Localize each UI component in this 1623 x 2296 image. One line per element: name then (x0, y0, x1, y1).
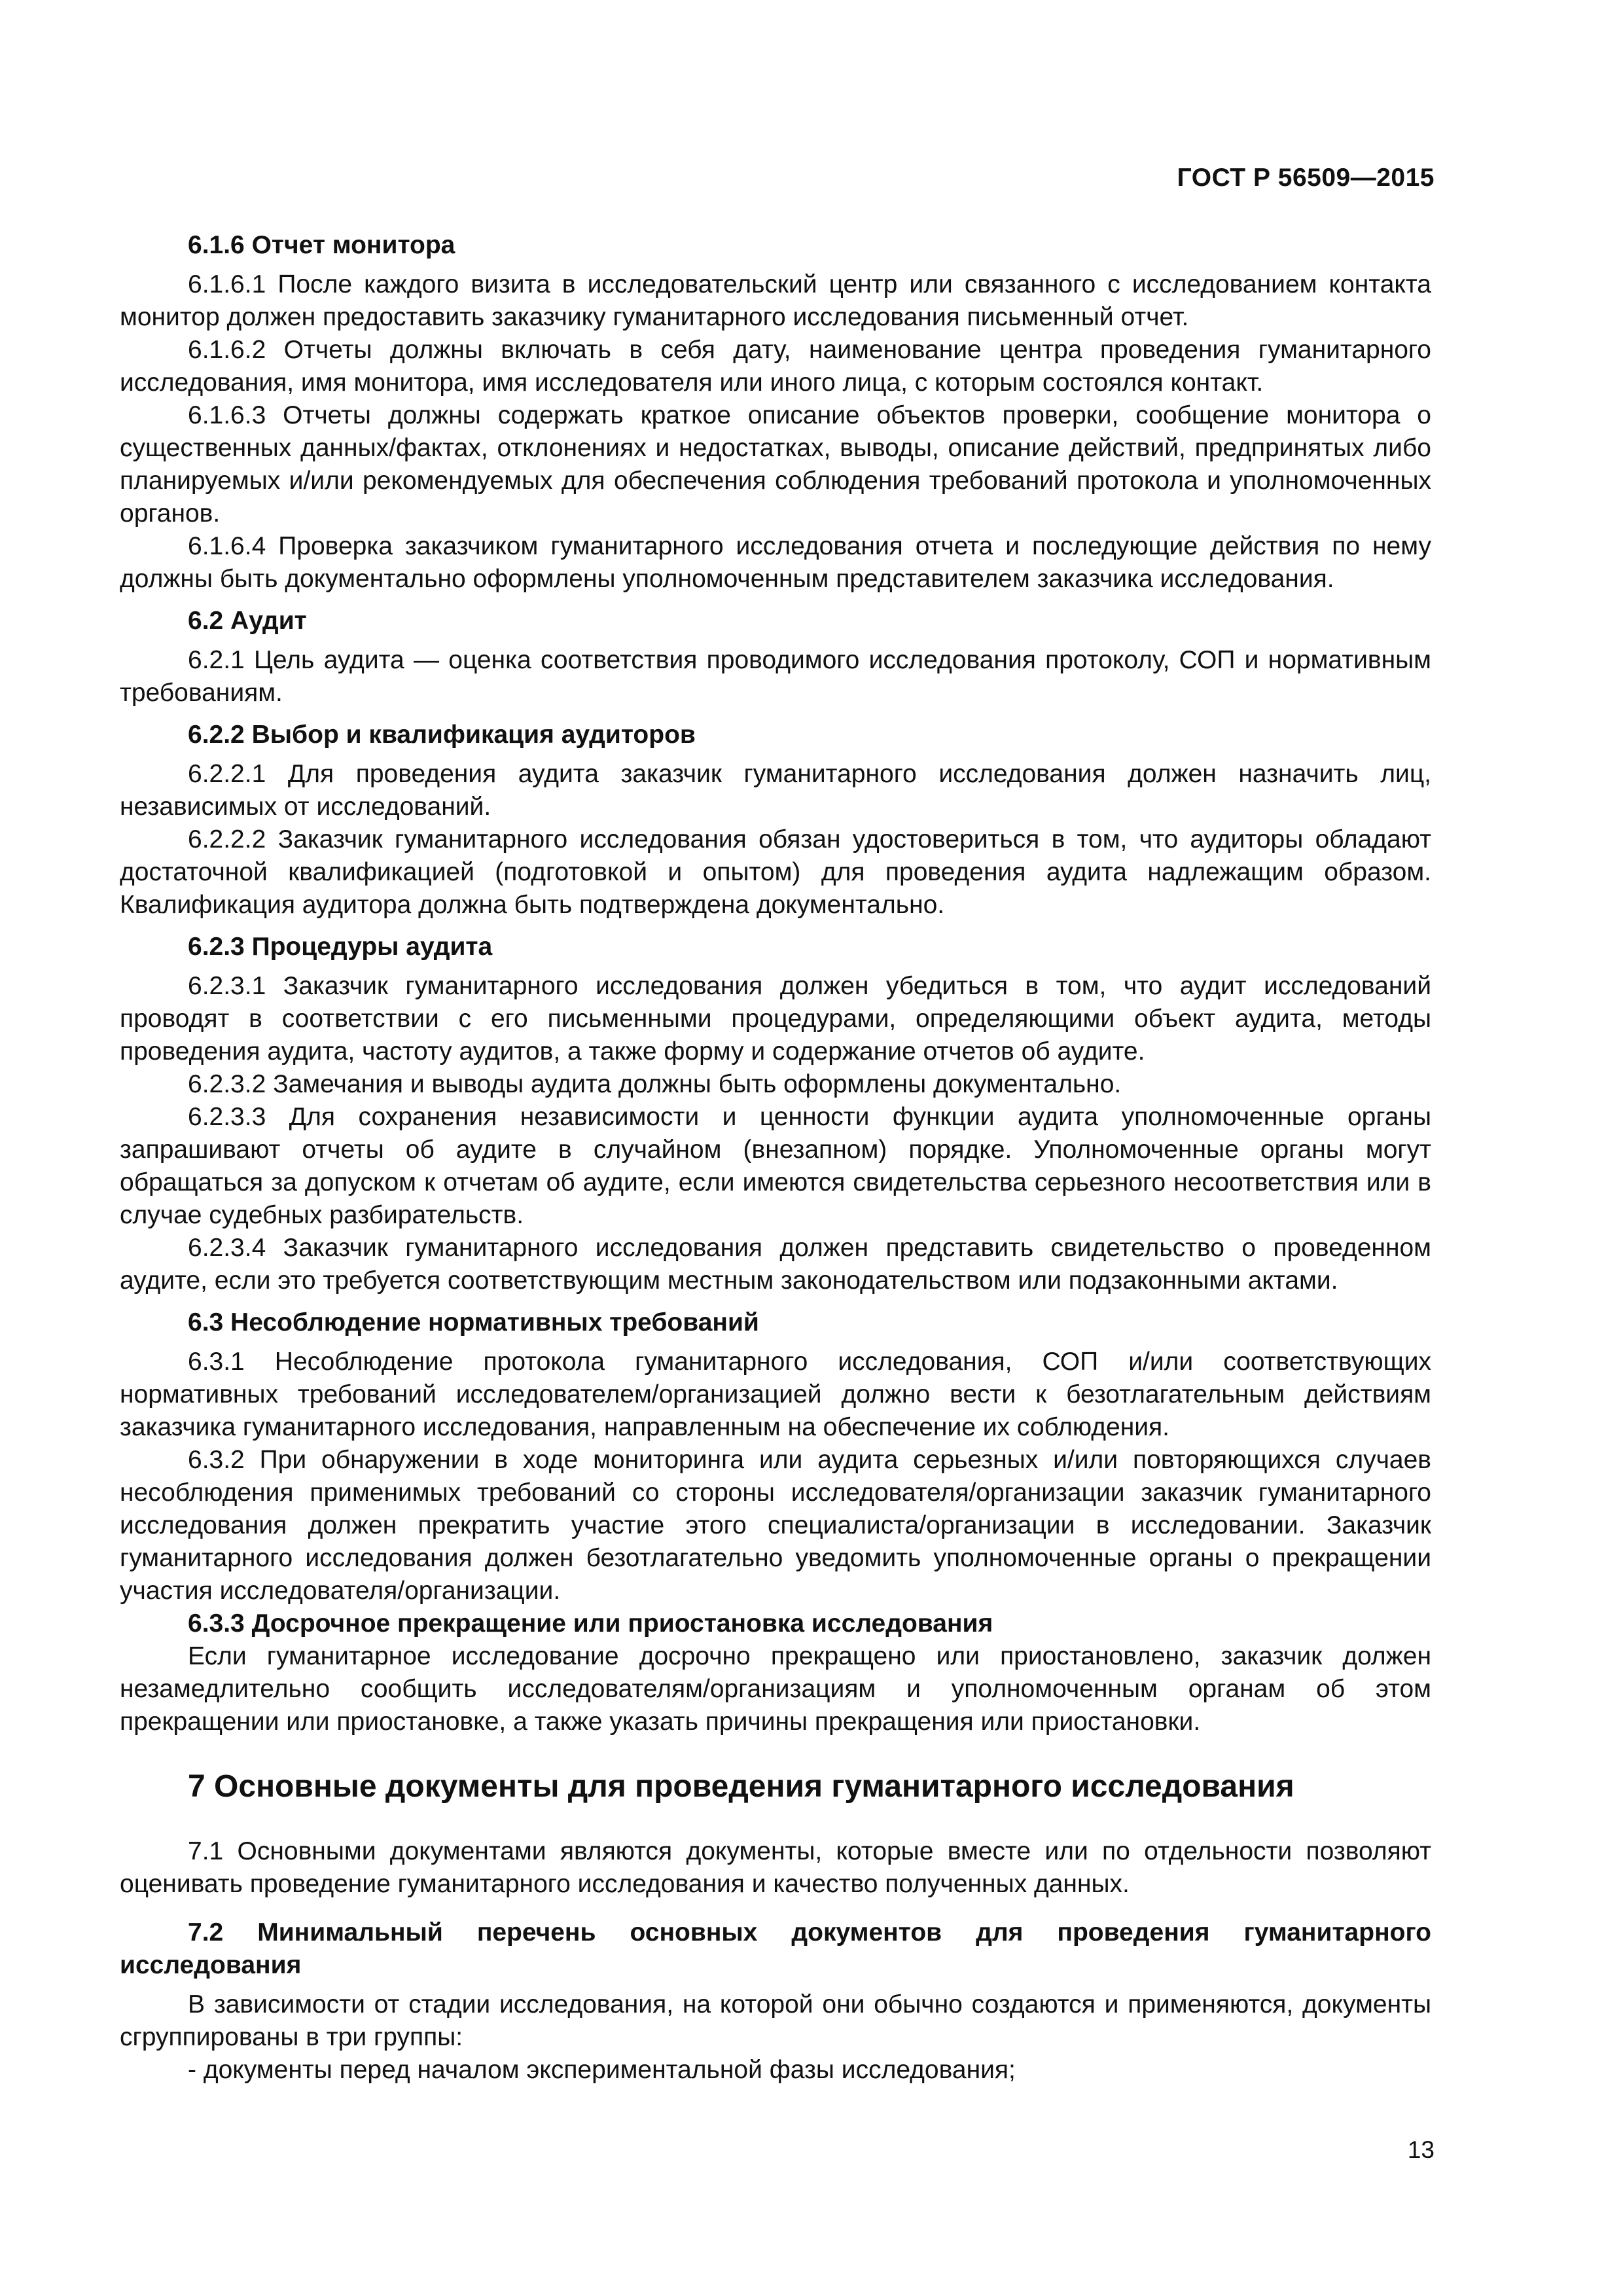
section-6-1-6-heading: 6.1.6 Отчет монитора (188, 231, 455, 259)
paragraph-6-2-2-1: 6.2.2.1 Для проведения аудита заказчик гуманитарного исследования должен назначить лиц, независимых от исследований. (120, 760, 1431, 821)
section-6-3-3-heading: 6.3.3 Досрочное прекращение или приостановка исследования (188, 1609, 993, 1638)
paragraph-7-2-intro: В зависимости от стадии исследования, на которой они обычно создаются и применяются, документы сгруппированы в три группы: (120, 1990, 1431, 2051)
section-6-2-heading: 6.2 Аудит (188, 607, 307, 635)
paragraph-6-2-2-2: 6.2.2.2 Заказчик гуманитарного исследования обязан удостовериться в том, что аудиторы обладают достаточной квалификацией (подготовкой и опытом) для проведения аудита надлежащим образом. Квалификация аудитора должна быть подтверждена документально. (120, 825, 1431, 919)
paragraph-6-1-6-3: 6.1.6.3 Отчеты должны содержать краткое описание объектов проверки, сообщение монитора о существенных данных/фактах, отклонениях и недостатках, выводы, описание действий, предпринятых либо планируемых и/или рекомендуемых для обеспечения соблюдения требований протокола и уполномоченных органов. (120, 401, 1431, 528)
section-6-3-heading: 6.3 Несоблюдение нормативных требований (188, 1308, 759, 1336)
paragraph-6-1-6-4: 6.1.6.4 Проверка заказчиком гуманитарного исследования отчета и последующие действия по нему должны быть документально оформлены уполномоченным представителем заказчика исследования. (120, 532, 1431, 593)
section-7-heading: 7 Основные документы для проведения гуманитарного исследования (188, 1769, 1294, 1804)
paragraph-6-2-1: 6.2.1 Цель аудита — оценка соответствия проводимого исследования протоколу, СОП и нормативным требованиям. (120, 646, 1431, 707)
section-6-2-2-heading: 6.2.2 Выбор и квалификация аудиторов (188, 721, 696, 749)
paragraph-6-3-3: Если гуманитарное исследование досрочно прекращено или приостановлено, заказчик должен незамедлительно сообщить исследователям/организациям и уполномоченным органам об этом прекращении или приостановке, а также указать причины прекращения или приостановки. (120, 1642, 1431, 1736)
paragraph-6-2-3-4: 6.2.3.4 Заказчик гуманитарного исследования должен представить свидетельство о проведенном аудите, если это требуется соответствующим местным законодательством или подзаконными актами. (120, 1234, 1431, 1295)
paragraph-6-3-1: 6.3.1 Несоблюдение протокола гуманитарного исследования, СОП и/или соответствующих нормативных требований исследователем/организацией должно вести к безотлагательным действиям заказчика гуманитарного исследования, направленным на обеспечение их соблюдения. (120, 1348, 1431, 1441)
list-item: - документы перед началом экспериментальной фазы исследования; (188, 2056, 1016, 2084)
paragraph-6-1-6-2: 6.1.6.2 Отчеты должны включать в себя дату, наименование центра проведения гуманитарного исследования, имя монитора, имя исследователя или иного лица, с которым состоялся контакт. (120, 336, 1431, 397)
page-number: 13 (1407, 2136, 1435, 2163)
paragraph-6-2-3-2: 6.2.3.2 Замечания и выводы аудита должны быть оформлены документально. (188, 1070, 1122, 1098)
paragraph-6-3-2: 6.3.2 При обнаружении в ходе мониторинга или аудита серьезных и/или повторяющихся случаев несоблюдения применимых требований со стороны исследователя/организации заказчик гуманитарного исследования должен прекратить участие этого специалиста/организации в исследовании. Заказчик гуманитарного исследования должен безотлагательно уведомить уполномоченные органы о прекращении участия исследователя/организации. (120, 1446, 1431, 1605)
paragraph-6-1-6-1: 6.1.6.1 После каждого визита в исследовательский центр или связанного с исследованием контакта монитор должен предоставить заказчику гуманитарного исследования письменный отчет. (120, 270, 1431, 331)
standard-code-header: ГОСТ Р 56509—2015 (1177, 164, 1435, 192)
section-6-2-3-heading: 6.2.3 Процедуры аудита (188, 933, 493, 961)
paragraph-7-1: 7.1 Основными документами являются документы, которые вместе или по отдельности позволяют оценивать проведение гуманитарного исследования и качество полученных данных. (120, 1837, 1431, 1898)
document-body (120, 229, 1431, 2087)
section-7-2-heading: 7.2 Минимальный перечень основных документов для проведения гуманитарного исследования (120, 1918, 1431, 1979)
paragraph-6-2-3-3: 6.2.3.3 Для сохранения независимости и ценности функции аудита уполномоченные органы запрашивают отчеты об аудите в случайном (внезапном) порядке. Уполномоченные органы могут обращаться за допуском к отчетам об аудите, если имеются свидетельства серьезного несоответствия или в случае судебных разбирательств. (120, 1103, 1431, 1229)
paragraph-6-2-3-1: 6.2.3.1 Заказчик гуманитарного исследования должен убедиться в том, что аудит исследований проводят в соответствии с его письменными процедурами, определяющими объект аудита, методы проведения аудита, частоту аудитов, а также форму и содержание отчетов об аудите. (120, 972, 1431, 1066)
